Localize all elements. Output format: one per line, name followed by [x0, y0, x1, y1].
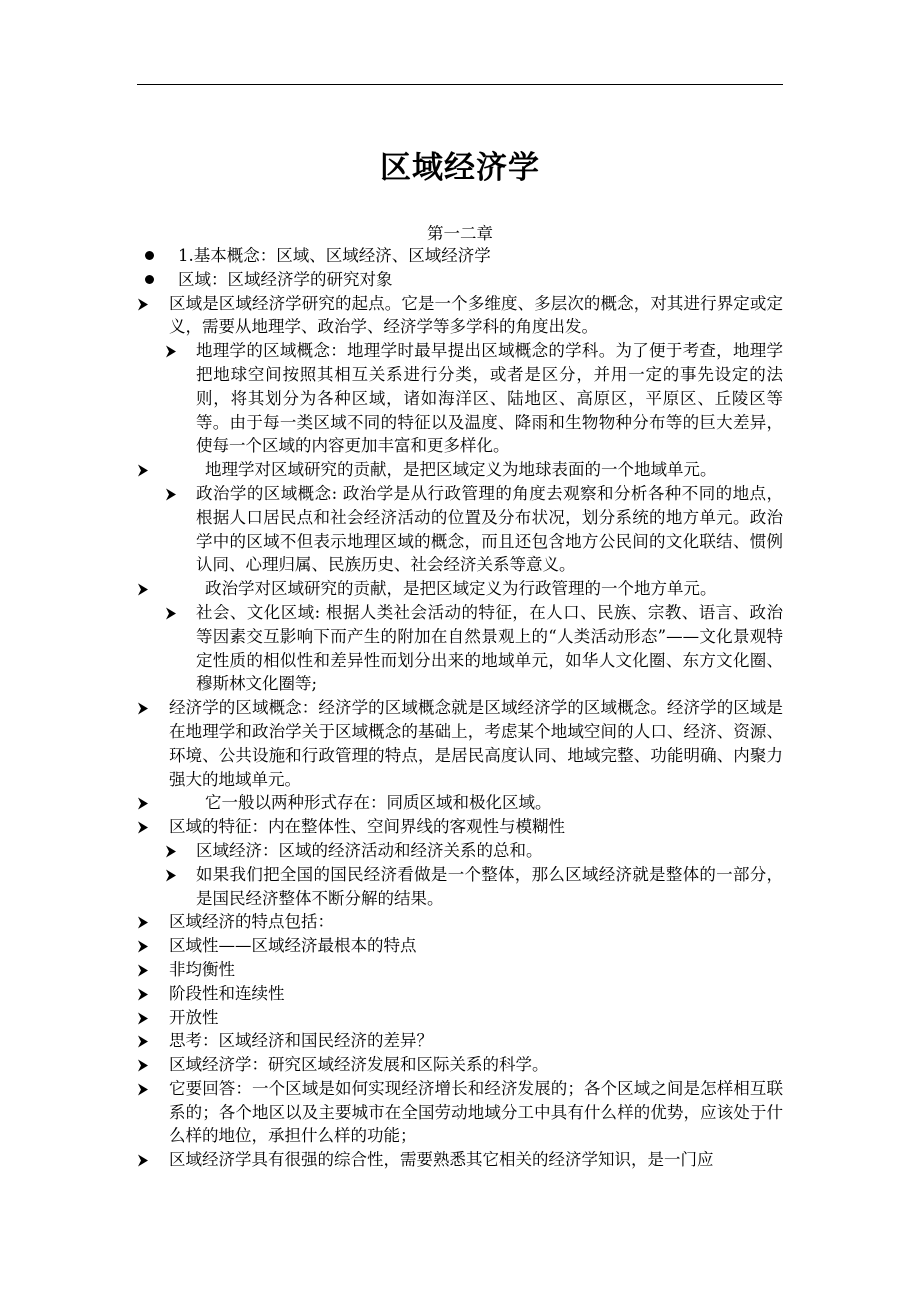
- list-item: [137, 458, 783, 482]
- arrow-bullet: [137, 982, 153, 1001]
- arrow-bullet: [137, 934, 153, 953]
- arrow-bullet: [137, 1006, 153, 1025]
- list-item-text: 社会、文化区域: 根据人类社会活动的特征，在人口、民族、宗教、语言、政治等因素交互影响下而产生的附加在自然景观上的“人类活动形态”——文化景观特定性质的相似性和差异性而划分出来的地域单元，如华人文化圈、东方文化圈、穆斯林文化圈等;: [196, 602, 783, 694]
- list-item-text: 非均衡性: [169, 959, 235, 979]
- list-item-text: 区域经济学具有很强的综合性，需要熟悉其它相关的经济学知识，是一门应: [169, 1150, 714, 1170]
- list-item-text: 地理学的区域概念：地理学时最早提出区域概念的学科。为了便于考查，地理学把地球空间按照其相互关系进行分类，或者是区分，并用一定的事先设定的法则，将其划分为各种区域，诸如海洋区、陆地区、高原区，平原区、丘陵区等等。由于每一类区域不同的特征以及温度、降雨和生物物种分布等的巨大差异，使每一个区域的内容更加丰富和更多样化。: [196, 341, 783, 456]
- arrow-bullet: [165, 863, 181, 882]
- list-item-text: 区域经济学：研究区域经济发展和区际关系的科学。: [169, 1055, 549, 1075]
- arrow-bullet-icon: [165, 345, 177, 358]
- list-item: [137, 1077, 783, 1148]
- arrow-bullet: [165, 839, 181, 858]
- arrow-bullet-icon: [137, 1035, 149, 1048]
- arrow-bullet: [165, 339, 181, 358]
- list-item-text: 区域是区域经济学研究的起点。它是一个多维度、多层次的概念，对其进行界定或定义，需要从地理学、政治学、经济学等多学科的角度出发。: [169, 293, 783, 337]
- arrow-bullet: [137, 815, 153, 834]
- arrow-bullet-icon: [137, 1083, 149, 1096]
- arrow-bullet-icon: [137, 1012, 149, 1025]
- arrow-bullet-icon: [137, 988, 149, 1001]
- arrow-bullet-icon: [165, 488, 177, 501]
- list-item-text: 政治学对区域研究的贡献，是把区域定义为行政管理的一个地方单元。: [205, 579, 717, 599]
- list-item-text: 它一般以两种形式存在：同质区域和极化区域。: [205, 793, 552, 813]
- list-item: [137, 292, 783, 340]
- list-item: [137, 1148, 783, 1172]
- chapter-heading: 第一二章: [427, 224, 493, 243]
- arrow-bullet-icon: [137, 464, 149, 477]
- arrow-bullet: [137, 696, 153, 715]
- list-item: [137, 268, 783, 292]
- arrow-bullet-icon: [137, 916, 149, 929]
- list-item: [137, 1029, 783, 1053]
- arrow-bullet-icon: [165, 845, 177, 858]
- list-item: [137, 791, 783, 815]
- list-item-text: 区域性——区域经济最根本的特点: [169, 936, 417, 956]
- list-item: [137, 577, 783, 601]
- arrow-bullet: [137, 577, 153, 596]
- list-item-text: 它要回答：一个区域是如何实现经济增长和经济发展的；各个区域之间是怎样相互联系的；各个地区以及主要城市在全国劳动地域分工中具有什么样的优势，应该处于什么样的地位，承担什么样的功能；: [169, 1078, 783, 1146]
- arrow-bullet-icon: [137, 1154, 149, 1167]
- arrow-bullet-icon: [137, 797, 149, 810]
- outline-list: [137, 244, 783, 1172]
- arrow-bullet: [165, 482, 181, 501]
- arrow-bullet: [137, 1077, 153, 1096]
- arrow-bullet: [137, 1148, 153, 1167]
- header-rule: [137, 84, 783, 85]
- arrow-bullet: [165, 601, 181, 620]
- list-item: [137, 339, 783, 458]
- arrow-bullet-icon: [165, 869, 177, 882]
- arrow-bullet: [137, 292, 153, 311]
- arrow-bullet: [137, 458, 153, 477]
- arrow-bullet-icon: [137, 702, 149, 715]
- list-item: [137, 958, 783, 982]
- list-item-text: 开放性: [169, 1007, 219, 1027]
- round-bullet-icon: [141, 244, 157, 260]
- arrow-bullet-icon: [137, 1059, 149, 1072]
- list-item: [137, 815, 783, 839]
- list-item: [137, 910, 783, 934]
- arrow-bullet: [137, 910, 153, 929]
- arrow-bullet-icon: [137, 298, 149, 311]
- list-item-text: 地理学对区域研究的贡献，是把区域定义为地球表面的一个地域单元。: [205, 460, 717, 480]
- list-item: [137, 982, 783, 1006]
- list-item: [137, 839, 783, 863]
- list-item: [137, 601, 783, 696]
- arrow-bullet: [137, 958, 153, 977]
- list-item-text: 区域的特征：内在整体性、空间界线的客观性与模糊性: [169, 817, 565, 837]
- list-item-text: 思考：区域经济和国民经济的差异？: [169, 1031, 433, 1051]
- list-item: [137, 244, 783, 268]
- arrow-bullet-icon: [165, 607, 177, 620]
- list-item: [137, 696, 783, 791]
- arrow-bullet-icon: [137, 583, 149, 596]
- arrow-bullet-icon: [137, 964, 149, 977]
- arrow-bullet-icon: [137, 940, 149, 953]
- arrow-bullet: [137, 791, 153, 810]
- list-item-text: 区域经济的特点包括：: [169, 912, 334, 932]
- list-item-text: 1.基本概念：区域、区域经济、区域经济学: [178, 246, 491, 265]
- list-item-text: 经济学的区域概念：经济学的区域概念就是区域经济学的区域概念。经济学的区域是在地理学和政治学关于区域概念的基础上，考虑某个地域空间的人口、经济、资源、环境、公共设施和行政管理的特点，是居民高度认同、地域完整、功能明确、内聚力强大的地域单元。: [169, 698, 783, 789]
- list-item-text: 阶段性和连续性: [169, 983, 285, 1003]
- list-item-text: 区域：区域经济学的研究对象: [178, 269, 393, 289]
- list-item: [137, 934, 783, 958]
- arrow-bullet: [137, 1053, 153, 1072]
- list-item: [137, 863, 783, 911]
- list-item: [137, 1006, 783, 1030]
- arrow-bullet-icon: [137, 821, 149, 834]
- round-bullet-icon: [141, 268, 157, 284]
- list-item-text: 区域经济：区域的经济活动和经济关系的总和。: [196, 840, 543, 860]
- list-item-text: 政治学的区域概念: 政治学是从行政管理的角度去观察和分析各种不同的地点，根据人口居民点和社会经济活动的位置及分布状况，划分系统的地方单元。政治学中的区域不但表示地理区域的概念，而且还包含地方公民间的文化联结、惯例认同、心理归属、民族历史、社会经济关系等意义。: [196, 483, 783, 575]
- list-item-text: 如果我们把全国的国民经济看做是一个整体，那么区域经济就是整体的一部分，是国民经济整体不断分解的结果。: [196, 864, 783, 908]
- document-title: 区域经济学: [380, 150, 540, 186]
- list-item: [137, 1053, 783, 1077]
- arrow-bullet: [137, 1029, 153, 1048]
- list-item: [137, 482, 783, 577]
